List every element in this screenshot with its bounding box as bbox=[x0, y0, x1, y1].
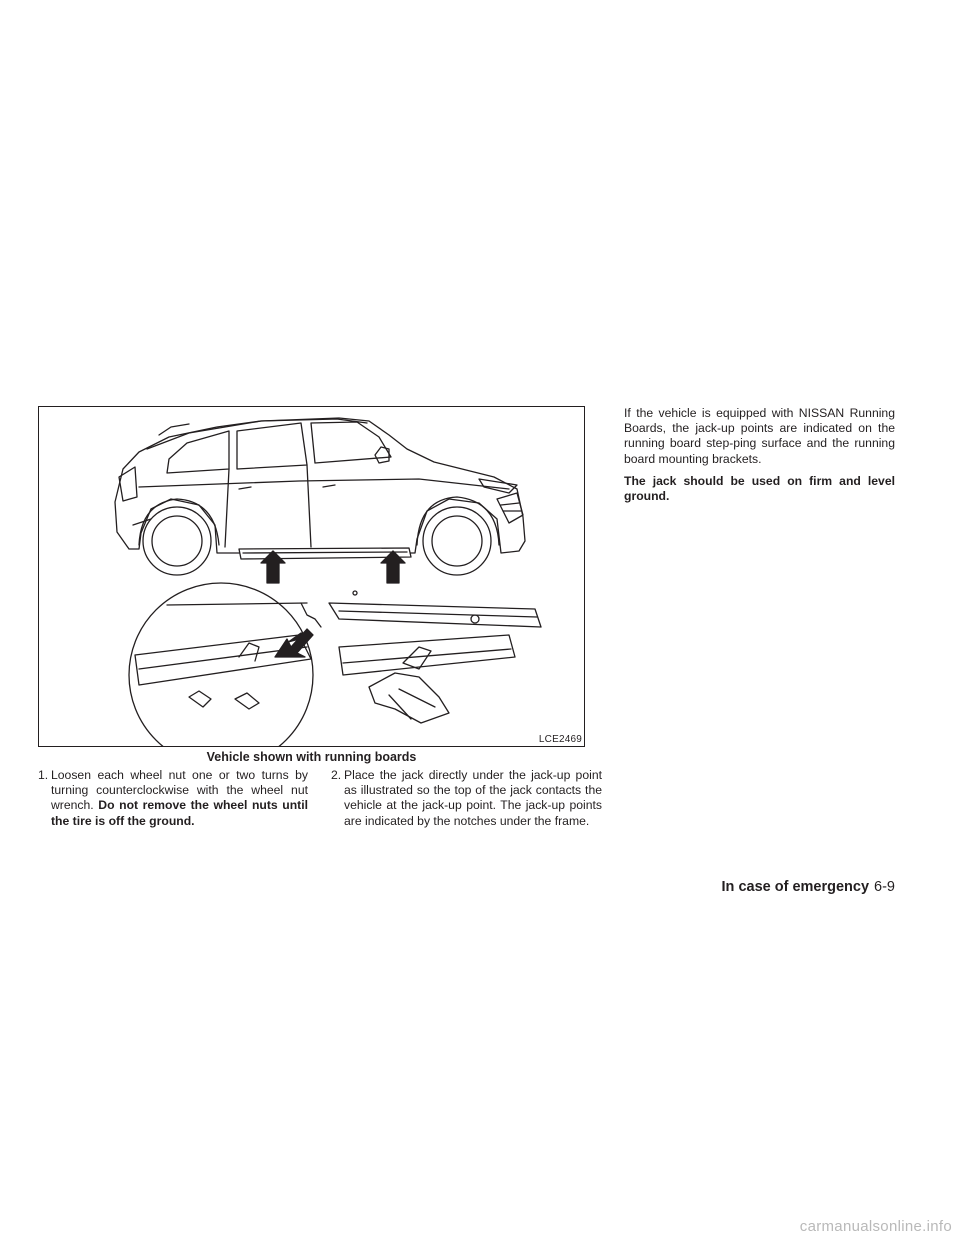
step-text: Place the jack directly under the jack-up point as illustrated so the top of the jack contacts the vehicle at the jack-up point. The jack-up points are indicated by the notches under the frame. bbox=[344, 768, 602, 828]
illustration-figure bbox=[38, 406, 585, 747]
figure-caption: Vehicle shown with running boards bbox=[206, 750, 417, 764]
step-text: Loosen each wheel nut one or two turns by turning counterclockwise with the wheel nut wrench. bbox=[51, 768, 308, 813]
section-title: In case of emergency bbox=[721, 879, 870, 895]
step-warning: Do not remove the wheel nuts until the tire is off the ground. bbox=[51, 798, 308, 828]
vehicle-illustration bbox=[39, 407, 585, 747]
figure-code: LCE2469 bbox=[538, 734, 582, 745]
step-2 bbox=[331, 768, 602, 829]
jack-ground-warning: The jack should be used on firm and level ground. bbox=[624, 473, 895, 504]
step-1 bbox=[38, 768, 308, 829]
running-boards-paragraph: If the vehicle is equipped with NISSAN Running Boards, the jack-up points are indicated on the running board step-ping surface and the running board mounting brackets. bbox=[624, 406, 895, 466]
page-footer bbox=[700, 879, 895, 895]
watermark: carmanualsonline.info bbox=[799, 1218, 952, 1235]
page-number: 6-9 bbox=[874, 879, 895, 895]
step-number: 1. bbox=[38, 768, 49, 782]
jack-illustration bbox=[369, 673, 449, 723]
right-column bbox=[624, 406, 895, 511]
step-number: 2. bbox=[331, 768, 342, 782]
